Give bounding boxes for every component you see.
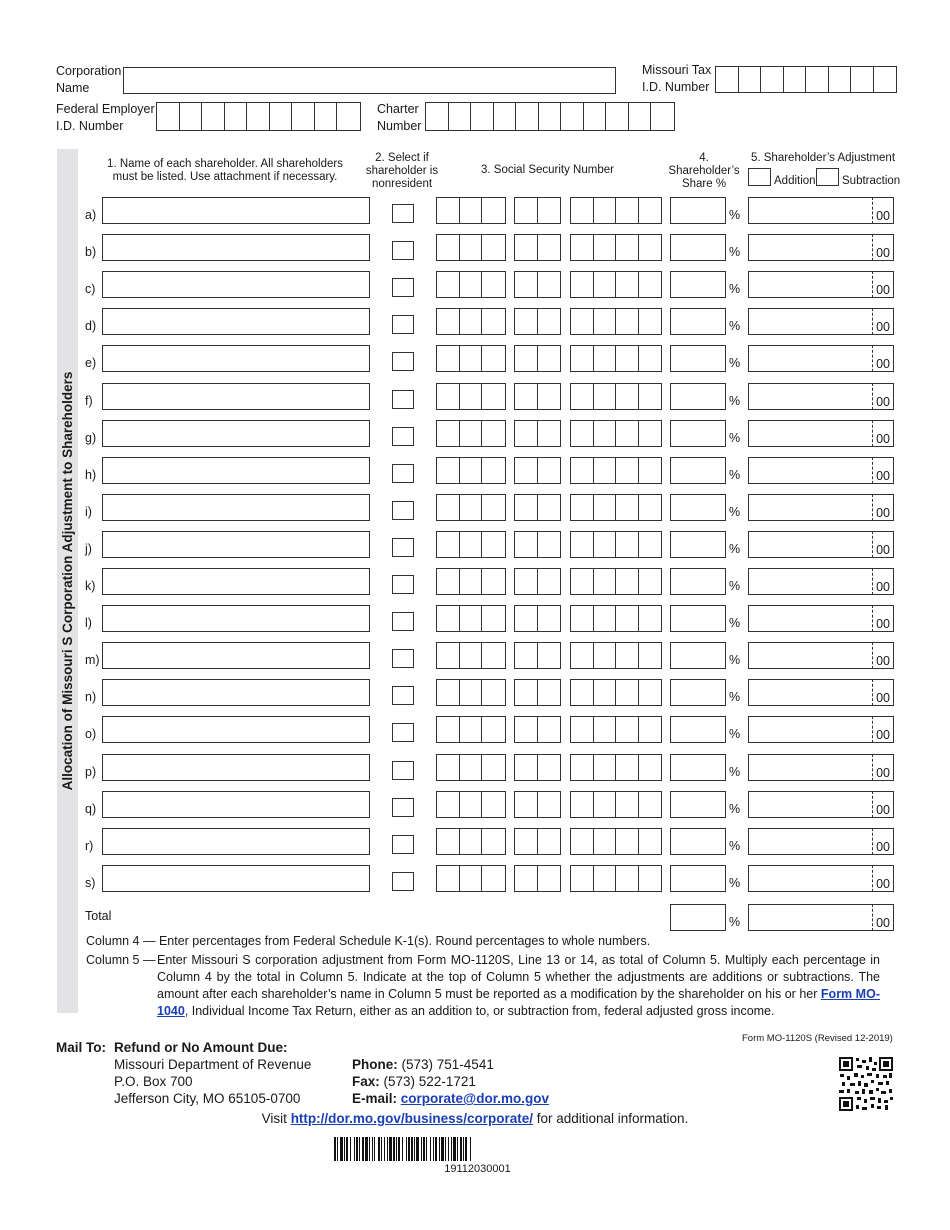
adjustment-input[interactable] — [748, 494, 894, 521]
ssn-segment-3[interactable] — [570, 345, 662, 372]
percent-sign: % — [729, 875, 741, 890]
nonresident-checkbox[interactable] — [392, 390, 414, 409]
cents-label: 00 — [876, 542, 890, 557]
percent-sign: % — [729, 430, 741, 445]
share-percent-input[interactable] — [670, 679, 726, 706]
nonresident-checkbox[interactable] — [392, 204, 414, 223]
form-id: Form MO-1120S (Revised 12-2019) — [742, 1033, 893, 1044]
cents-label: 00 — [876, 654, 890, 669]
nonresident-checkbox[interactable] — [392, 723, 414, 742]
row-letter: c) — [85, 282, 96, 297]
shareholder-row — [80, 642, 900, 670]
mailing-address: Missouri Department of Revenue P.O. Box 700 Jefferson City, MO 65105-0700 — [114, 1057, 312, 1106]
ssn-segment-2[interactable] — [514, 271, 561, 298]
charter-number-input[interactable] — [425, 102, 675, 131]
cents-label: 00 — [876, 320, 890, 335]
fein-input[interactable] — [156, 102, 361, 131]
share-percent-input[interactable] — [670, 865, 726, 892]
nonresident-checkbox[interactable] — [392, 501, 414, 520]
percent-sign: % — [729, 319, 741, 334]
missouri-tax-id-input[interactable] — [715, 66, 897, 93]
ssn-segment-3[interactable] — [570, 791, 662, 818]
col5-note: Enter Missouri S corporation adjustment from Form MO-1120S, Line 13 or 14, as total of Column 5. Multiply each percentage in Column 4 by the total in Column 5. Indicate at the top of Column 5 whether the adjustments are additions or subtractions. The amount after each shareholder’s name in Column 5 must be reported as a modification by the shareholder on his or her Form MO-1040, Individual Income Tax Return, either as an addition to, or subtraction from, federal adjusted gross income. — [157, 953, 880, 1018]
row-letter: k) — [85, 579, 96, 593]
shareholder-row — [80, 271, 900, 299]
ssn-segment-1[interactable] — [436, 568, 506, 595]
adjustment-input[interactable] — [748, 642, 894, 669]
shareholder-name-input[interactable] — [102, 308, 370, 335]
share-percent-input[interactable] — [670, 234, 726, 261]
shareholder-name-input[interactable] — [102, 345, 370, 372]
nonresident-checkbox[interactable] — [392, 761, 414, 780]
subtraction-label: Subtraction — [842, 175, 901, 187]
shareholder-name-input[interactable] — [102, 420, 370, 447]
percent-sign: % — [729, 467, 741, 482]
percent-sign: % — [729, 801, 741, 816]
subtraction-checkbox[interactable] — [816, 168, 839, 186]
shareholder-name-input[interactable] — [102, 679, 370, 706]
shareholder-name-input[interactable] — [102, 642, 370, 669]
barcode-icon — [334, 1137, 622, 1161]
ssn-segment-2[interactable] — [514, 568, 561, 595]
corporation-name-input[interactable] — [123, 67, 616, 94]
shareholder-row — [80, 605, 900, 633]
shareholder-name-input[interactable] — [102, 828, 370, 855]
ssn-segment-2[interactable] — [514, 642, 561, 669]
share-percent-input[interactable] — [670, 568, 726, 595]
ssn-segment-3[interactable] — [570, 716, 662, 743]
ssn-segment-1[interactable] — [436, 345, 506, 372]
ssn-segment-1[interactable] — [436, 716, 506, 743]
ssn-segment-3[interactable] — [570, 308, 662, 335]
share-percent-input[interactable] — [670, 716, 726, 743]
percent-sign: % — [729, 282, 741, 297]
adjustment-input[interactable] — [748, 271, 894, 298]
addition-checkbox[interactable] — [748, 168, 771, 186]
ssn-segment-3[interactable] — [570, 383, 662, 410]
ssn-segment-1[interactable] — [436, 308, 506, 335]
shareholder-row — [80, 865, 900, 893]
cents-label: 00 — [876, 728, 890, 743]
share-percent-input[interactable] — [670, 271, 726, 298]
percent-sign: % — [729, 616, 741, 631]
share-percent-input[interactable] — [670, 197, 726, 224]
adjustment-input[interactable] — [748, 234, 894, 261]
percent-sign: % — [729, 838, 741, 853]
row-letter: e) — [85, 356, 97, 371]
cents-label: 00 — [876, 691, 890, 706]
ssn-segment-3[interactable] — [570, 865, 662, 892]
ssn-segment-1[interactable] — [436, 271, 506, 298]
ssn-segment-3[interactable] — [570, 234, 662, 261]
ssn-segment-2[interactable] — [514, 420, 561, 447]
shareholder-row — [80, 345, 900, 373]
row-letter: b) — [85, 245, 97, 260]
cents-label: 00 — [876, 209, 890, 223]
ssn-segment-3[interactable] — [570, 642, 662, 669]
ssn-segment-2[interactable] — [514, 716, 561, 743]
shareholder-row — [80, 494, 900, 522]
shareholder-name-input[interactable] — [102, 605, 370, 632]
share-percent-input[interactable] — [670, 494, 726, 521]
nonresident-checkbox[interactable] — [392, 686, 414, 705]
shareholder-name-input[interactable] — [102, 791, 370, 818]
percent-sign: % — [729, 764, 741, 779]
email-link[interactable]: corporate@dor.mo.gov — [400, 1091, 549, 1106]
share-percent-input[interactable] — [670, 642, 726, 669]
shareholder-name-input[interactable] — [102, 271, 370, 298]
percent-sign: % — [729, 208, 741, 222]
nonresident-checkbox[interactable] — [392, 315, 414, 334]
cents-label: 00 — [876, 765, 890, 780]
visit-line: Visit http://dor.mo.gov/business/corporate/ for additional information. — [261, 1111, 689, 1126]
row-letter: r) — [85, 838, 94, 853]
cents-label: 00 — [876, 839, 890, 854]
shareholder-row — [80, 308, 900, 336]
percent-sign: % — [729, 245, 741, 260]
shareholder-name-input[interactable] — [102, 754, 370, 781]
row-letter: d) — [85, 319, 97, 334]
nonresident-checkbox[interactable] — [392, 649, 414, 668]
shareholder-name-input[interactable] — [102, 234, 370, 261]
sidebar-title: Allocation of Missouri S Corporation Adjustment to Shareholders — [60, 371, 75, 791]
nonresident-checkbox[interactable] — [392, 872, 414, 891]
adjustment-input[interactable] — [748, 716, 894, 743]
adjustment-input[interactable] — [748, 568, 894, 595]
share-percent-input[interactable] — [670, 605, 726, 632]
percent-sign: % — [729, 579, 741, 593]
ssn-segment-1[interactable] — [436, 383, 506, 410]
percent-sign: % — [729, 541, 741, 556]
cents-label: 00 — [876, 802, 890, 817]
row-letter: i) — [85, 504, 92, 519]
adjustment-input[interactable] — [748, 754, 894, 781]
nonresident-checkbox[interactable] — [392, 575, 414, 594]
ssn-segment-1[interactable] — [436, 457, 506, 484]
cents-label: 00 — [876, 468, 890, 483]
ssn-segment-2[interactable] — [514, 791, 561, 818]
share-percent-input[interactable] — [670, 531, 726, 558]
row-letter: j) — [85, 541, 92, 556]
ssn-segment-1[interactable] — [436, 679, 506, 706]
missouri-tax-id-label: Missouri Tax I.D. Number — [642, 63, 712, 94]
share-percent-input[interactable] — [670, 754, 726, 781]
ssn-segment-1[interactable] — [436, 754, 506, 781]
mail-heading: Refund or No Amount Due: — [114, 1040, 288, 1055]
shareholder-row — [80, 791, 900, 819]
ssn-segment-3[interactable] — [570, 754, 662, 781]
total-share-input[interactable] — [670, 904, 726, 931]
ssn-segment-3[interactable] — [570, 531, 662, 558]
nonresident-checkbox[interactable] — [392, 464, 414, 483]
ssn-segment-3[interactable] — [570, 420, 662, 447]
row-letter: f) — [85, 393, 93, 408]
ssn-segment-2[interactable] — [514, 308, 561, 335]
percent-sign: % — [729, 690, 741, 705]
ssn-segment-2[interactable] — [514, 383, 561, 410]
contact-info: Phone: (573) 751-4541 Fax: (573) 522-1721 E-mail: corporate@dor.mo.gov — [352, 1057, 549, 1106]
ssn-segment-1[interactable] — [436, 642, 506, 669]
row-letter: l) — [85, 616, 92, 631]
total-row — [80, 904, 900, 932]
adjustment-input[interactable] — [748, 791, 894, 818]
ssn-segment-2[interactable] — [514, 828, 561, 855]
ssn-segment-2[interactable] — [514, 345, 561, 372]
form-mo-1040-link[interactable]: Form MO-1040 — [157, 987, 880, 1018]
shareholder-name-input[interactable] — [102, 531, 370, 558]
col3-header: 3. Social Security Number — [481, 164, 614, 176]
col4-note: Column 4 — Enter percentages from Federal Schedule K-1(s). Round percentages to whole numbers. — [86, 934, 651, 948]
shareholder-name-input[interactable] — [102, 568, 370, 595]
ssn-segment-1[interactable] — [436, 791, 506, 818]
ssn-segment-1[interactable] — [436, 420, 506, 447]
shareholder-name-input[interactable] — [102, 457, 370, 484]
shareholder-row — [80, 568, 900, 596]
shareholder-row — [80, 383, 900, 411]
corporation-name-label: Corporation Name — [56, 64, 122, 95]
percent-sign: % — [729, 504, 741, 519]
cents-label: 00 — [876, 876, 890, 891]
nonresident-checkbox[interactable] — [392, 798, 414, 817]
ssn-segment-3[interactable] — [570, 197, 662, 224]
ssn-segment-2[interactable] — [514, 197, 561, 224]
share-percent-input[interactable] — [670, 383, 726, 410]
col4-header: 4. Shareholder’s Share % — [668, 152, 740, 190]
col2-header: 2. Select if shareholder is nonresident — [365, 152, 439, 190]
shareholder-row — [80, 420, 900, 448]
adjustment-input[interactable] — [748, 605, 894, 632]
adjustment-input[interactable] — [748, 197, 894, 224]
share-percent-input[interactable] — [670, 345, 726, 372]
ssn-segment-1[interactable] — [436, 234, 506, 261]
shareholder-row — [80, 531, 900, 559]
ssn-segment-3[interactable] — [570, 828, 662, 855]
cents-label: 00 — [876, 617, 890, 632]
ssn-segment-2[interactable] — [514, 605, 561, 632]
ssn-segment-2[interactable] — [514, 494, 561, 521]
shareholder-name-input[interactable] — [102, 494, 370, 521]
shareholder-row — [80, 679, 900, 707]
cents-label: 00 — [876, 580, 890, 594]
ssn-segment-2[interactable] — [514, 531, 561, 558]
col1-header: 1. Name of each shareholder. All shareholders must be listed. Use attachment if necessary. — [107, 158, 343, 183]
ssn-segment-2[interactable] — [514, 457, 561, 484]
nonresident-checkbox[interactable] — [392, 352, 414, 371]
adjustment-input[interactable] — [748, 828, 894, 855]
ssn-segment-3[interactable] — [570, 679, 662, 706]
ssn-segment-1[interactable] — [436, 605, 506, 632]
percent-sign: % — [729, 393, 741, 408]
qr-code-icon — [838, 1056, 894, 1112]
ssn-segment-3[interactable] — [570, 457, 662, 484]
adjustment-input[interactable] — [748, 865, 894, 892]
ssn-segment-3[interactable] — [570, 494, 662, 521]
row-letter: n) — [85, 690, 97, 705]
barcode-number: 19112030001 — [444, 1163, 511, 1175]
mail-to-label: Mail To: — [56, 1040, 106, 1055]
ssn-segment-1[interactable] — [436, 865, 506, 892]
total-adjustment-input[interactable] — [748, 904, 894, 931]
shareholder-name-input[interactable] — [102, 716, 370, 743]
row-letter: m) — [85, 653, 100, 668]
addition-label: Addition — [774, 175, 816, 187]
row-letter: s) — [85, 875, 96, 890]
cents-label: 00 — [876, 431, 890, 446]
ssn-segment-2[interactable] — [514, 234, 561, 261]
sidebar-band — [57, 149, 78, 1013]
cents-label: 00 — [876, 246, 890, 261]
charter-number-label: Charter Number — [377, 102, 422, 133]
ssn-segment-1[interactable] — [436, 828, 506, 855]
ssn-segment-1[interactable] — [436, 531, 506, 558]
ssn-segment-2[interactable] — [514, 754, 561, 781]
adjustment-input[interactable] — [748, 345, 894, 372]
adjustment-input[interactable] — [748, 383, 894, 410]
ssn-segment-1[interactable] — [436, 197, 506, 224]
cents-label: 00 — [876, 283, 890, 298]
nonresident-checkbox[interactable] — [392, 241, 414, 260]
nonresident-checkbox[interactable] — [392, 278, 414, 297]
total-label: Total — [85, 909, 112, 923]
col5-header: 5. Shareholder’s Adjustment — [750, 152, 896, 164]
nonresident-checkbox[interactable] — [392, 612, 414, 631]
row-letter: q) — [85, 801, 97, 816]
cents-label: 00 — [876, 505, 890, 520]
row-letter: p) — [85, 764, 97, 779]
adjustment-input[interactable] — [748, 308, 894, 335]
cents-label: 00 — [876, 357, 890, 372]
row-letter: h) — [85, 467, 97, 482]
percent-sign: % — [729, 915, 741, 929]
nonresident-checkbox[interactable] — [392, 427, 414, 446]
row-letter: a) — [85, 208, 97, 222]
adjustment-input[interactable] — [748, 420, 894, 447]
shareholder-row — [80, 754, 900, 782]
share-percent-input[interactable] — [670, 420, 726, 447]
share-percent-input[interactable] — [670, 828, 726, 855]
percent-sign: % — [729, 653, 741, 668]
shareholder-name-input[interactable] — [102, 865, 370, 892]
col5-note-prefix: Column 5 — — [86, 953, 156, 967]
share-percent-input[interactable] — [670, 791, 726, 818]
adjustment-input[interactable] — [748, 679, 894, 706]
ssn-segment-2[interactable] — [514, 679, 561, 706]
cents-label: 00 — [876, 394, 890, 409]
shareholder-row — [80, 716, 900, 744]
cents-label: 00 — [876, 916, 890, 930]
ssn-segment-3[interactable] — [570, 271, 662, 298]
shareholder-name-input[interactable] — [102, 197, 370, 224]
ssn-segment-3[interactable] — [570, 605, 662, 632]
ssn-segment-3[interactable] — [570, 568, 662, 595]
shareholder-row — [80, 457, 900, 485]
shareholder-row — [80, 828, 900, 856]
shareholder-row — [80, 197, 900, 225]
shareholder-name-input[interactable] — [102, 383, 370, 410]
adjustment-input[interactable] — [748, 531, 894, 558]
percent-sign: % — [729, 356, 741, 371]
corporate-url-link[interactable]: http://dor.mo.gov/business/corporate/ — [290, 1111, 533, 1126]
percent-sign: % — [729, 727, 741, 742]
nonresident-checkbox[interactable] — [392, 538, 414, 557]
ssn-segment-1[interactable] — [436, 494, 506, 521]
fein-label: Federal Employer I.D. Number — [56, 102, 155, 133]
ssn-segment-2[interactable] — [514, 865, 561, 892]
share-percent-input[interactable] — [670, 457, 726, 484]
adjustment-input[interactable] — [748, 457, 894, 484]
row-letter: g) — [85, 430, 97, 445]
share-percent-input[interactable] — [670, 308, 726, 335]
nonresident-checkbox[interactable] — [392, 835, 414, 854]
shareholder-row — [80, 234, 900, 262]
row-letter: o) — [85, 727, 97, 742]
